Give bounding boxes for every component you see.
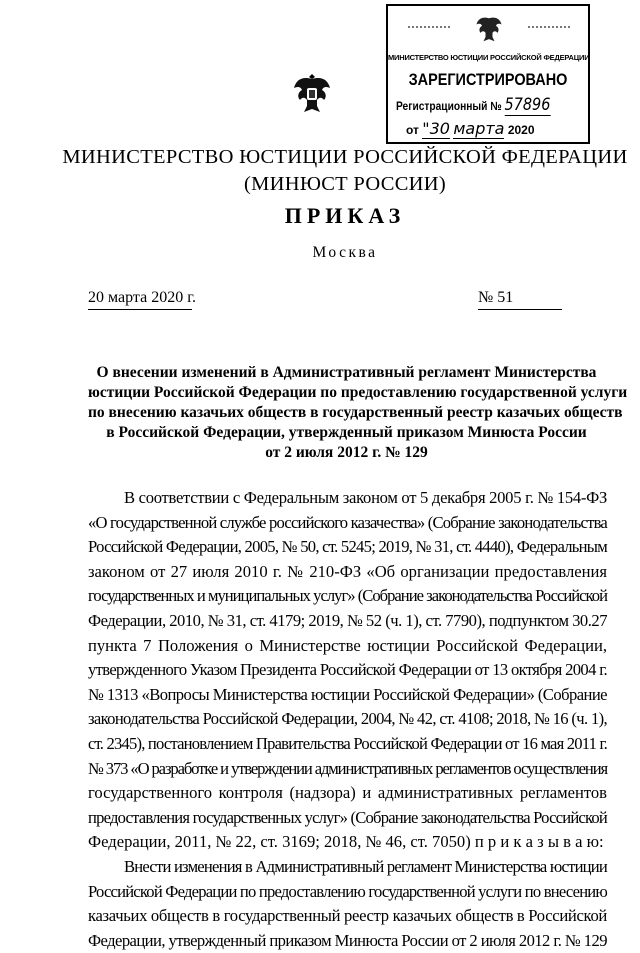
body-line: № 373 «О разработке и утверждении административных регламентов осуществления bbox=[88, 758, 607, 778]
body-line: пункта 7 Положения о Министерстве юстиции Российской Федерации, bbox=[88, 635, 607, 655]
ministry-short-name: (МИНЮСТ РОССИИ) bbox=[243, 173, 447, 195]
stamp-date-day: "30 bbox=[422, 119, 450, 138]
document-type: ПРИКАЗ bbox=[284, 203, 406, 228]
body-line: государственных и муниципальных услуг» (Собрание законодательства Российской bbox=[88, 586, 607, 606]
title-line: юстиции Российской Федерации по предоставлению государственной услуги bbox=[88, 384, 628, 401]
body-line: «О государственной службе российского казачества» (Собрание законодательства bbox=[88, 512, 607, 532]
stamp-ministry: МИНИСТЕРСТВО ЮСТИЦИИ РОССИЙСКОЙ ФЕДЕРАЦИИ bbox=[388, 53, 590, 62]
title-line: по внесению казачьих обществ в государственный реестр казачьих обществ bbox=[88, 404, 623, 421]
order-date: 20 марта 2020 г. bbox=[88, 288, 192, 310]
body-line: утвержденного Указом Президента Российской Федерации от 13 октября 2004 г. bbox=[88, 660, 607, 680]
stamp-decoration bbox=[408, 26, 450, 36]
body-line: Федерации, утвержденный приказом Минюста России от 2 июля 2012 г. № 129 bbox=[88, 930, 607, 950]
title-line: в Российской Федерации, утвержденный приказом Минюста России bbox=[106, 424, 587, 441]
body-line: предоставления государственных услуг» (Собрание законодательства Российской bbox=[88, 807, 608, 827]
order-number: № 51 bbox=[478, 288, 562, 310]
stamp-reg-number: 57896 bbox=[504, 95, 551, 115]
body-line: Федерации, 2010, № 31, ст. 4179; 2019, № 52 (ч. 1), ст. 7790), подпунктом 30.27 bbox=[88, 610, 607, 630]
order-title bbox=[88, 363, 628, 463]
city: Москва bbox=[312, 244, 378, 261]
body-line: № 1313 «Вопросы Министерства юстиции Российской Федерации» (Собрание bbox=[88, 684, 607, 704]
body-line: ст. 2345), постановлением Правительства Российской Федерации от 16 мая 2011 г. bbox=[88, 733, 607, 753]
body-line: государственного контроля (надзора) и административных регламентов bbox=[88, 783, 607, 803]
registration-stamp bbox=[386, 4, 590, 144]
stamp-status: ЗАРЕГИСТРИРОВАНО bbox=[408, 70, 568, 89]
order-body bbox=[88, 486, 607, 953]
body-line: Внести изменения в Административный регламент Министерства юстиции bbox=[124, 856, 607, 876]
body-line: казачьих обществ в государственный реестр казачьих обществ в Российской bbox=[88, 906, 608, 926]
stamp-date-prefix: от bbox=[406, 123, 419, 137]
stamp-reg-label: Регистрационный № bbox=[396, 99, 502, 113]
stamp-reg-number-line bbox=[396, 95, 550, 117]
title-line: от 2 июля 2012 г. № 129 bbox=[265, 444, 428, 461]
ministry-title: МИНИСТЕРСТВО ЮСТИЦИИ РОССИЙСКОЙ ФЕДЕРАЦИИ bbox=[62, 146, 628, 168]
stamp-emblem-icon bbox=[474, 12, 504, 44]
stamp-decoration bbox=[528, 26, 570, 36]
stamp-date-month: марта bbox=[453, 119, 505, 138]
coat-of-arms-emblem bbox=[292, 70, 332, 116]
body-line: В соответствии с Федеральным законом от 5 декабря 2005 г. № 154-ФЗ bbox=[124, 488, 607, 507]
stamp-date-year: 2020 bbox=[507, 123, 535, 137]
body-line: Российской Федерации по предоставлению государственной услуги по внесению bbox=[88, 881, 607, 901]
body-line: Федерации, 2011, № 22, ст. 3169; 2018, № 46, ст. 7050) п р и к а з ы в а ю: bbox=[88, 832, 604, 852]
body-line: законом от 27 июля 2010 г. № 210-ФЗ «Об организации предоставления bbox=[88, 561, 607, 581]
body-line: законодательства Российской Федерации, 2004, № 42, ст. 4108; 2018, № 16 (ч. 1), bbox=[88, 709, 607, 729]
title-line: О внесении изменений в Административный регламент Министерства bbox=[96, 364, 597, 381]
body-line: Российской Федерации, 2005, № 50, ст. 5245; 2019, № 31, ст. 4440), Федеральным bbox=[88, 537, 607, 557]
stamp-date-line bbox=[406, 120, 535, 140]
